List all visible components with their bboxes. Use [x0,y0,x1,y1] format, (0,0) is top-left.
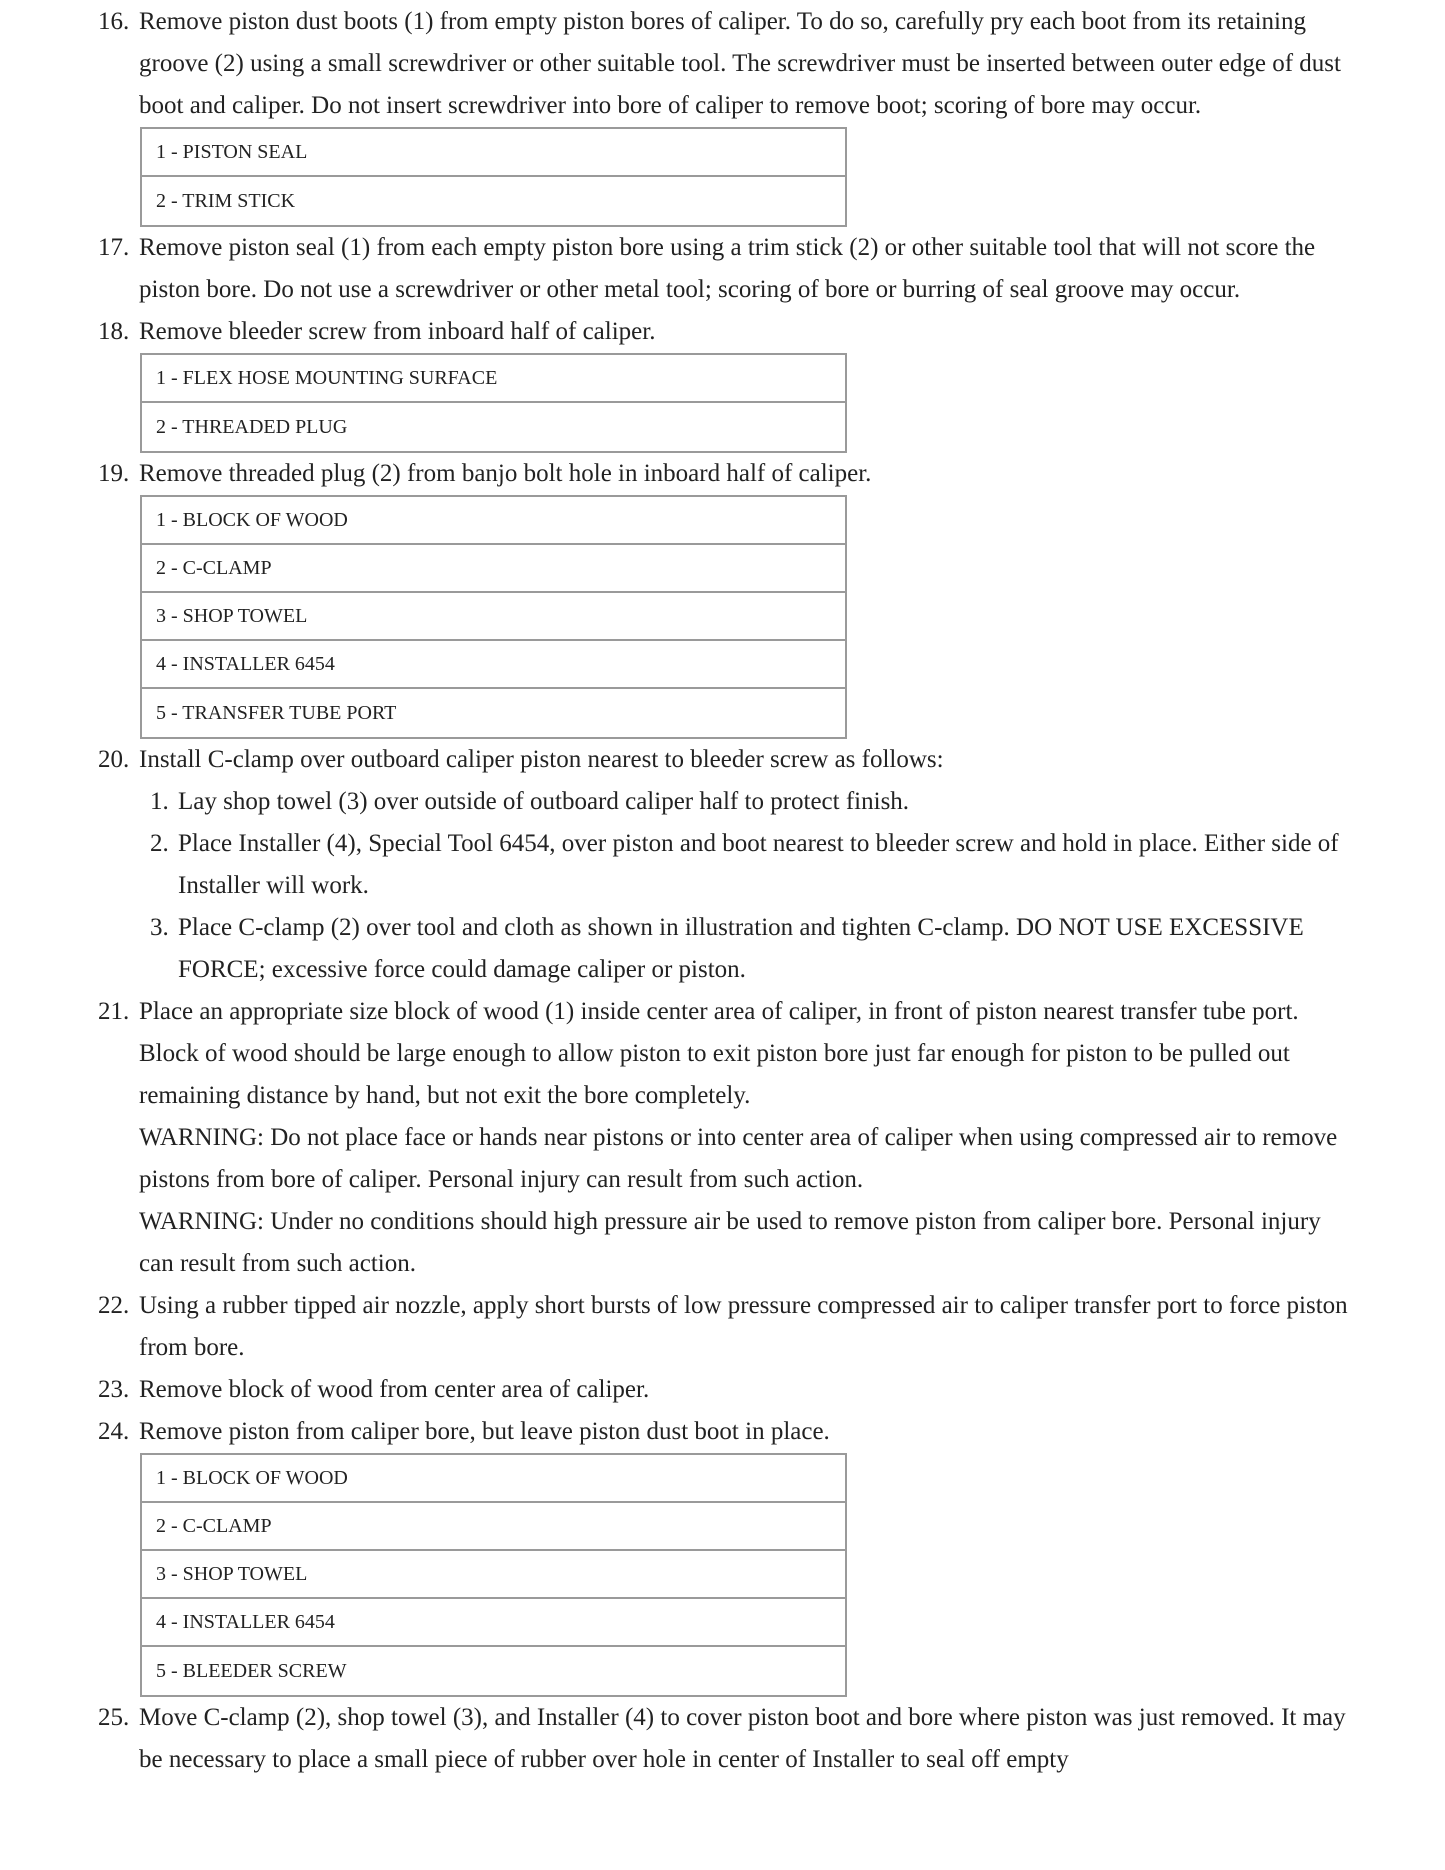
step-text: Using a rubber tipped air nozzle, apply short bursts of low pressure compressed air to caliper transfer port to force piston from bore. [139,1292,1348,1361]
step-text: Install C-clamp over outboard caliper piston nearest to bleeder screw as follows: [139,746,944,773]
legend-row: 4 - INSTALLER 6454 [142,641,845,689]
substep-text: Place C-clamp (2) over tool and cloth as shown in illustration and tighten C-clamp. DO NOT USE EXCESSIVE FORCE; excessive force could damage caliper or piston. [178,914,1304,983]
step-20 [0,739,1445,781]
legend-row: 3 - SHOP TOWEL [142,1551,845,1599]
step-24 [0,1411,1445,1453]
step-number: 24. [98,1418,130,1445]
substep-20-3 [0,907,1445,991]
legend-table-4 [140,1453,847,1697]
legend-row: 1 - BLOCK OF WOOD [142,497,845,545]
legend-row: 4 - INSTALLER 6454 [142,1599,845,1647]
substep-text: Place Installer (4), Special Tool 6454, over piston and boot nearest to bleeder screw and hold in place. Either side of Installer will work. [178,830,1339,899]
step-18 [0,311,1445,353]
step-23 [0,1369,1445,1411]
step-25 [0,1697,1445,1781]
legend-table-2 [140,353,847,453]
step-text: Remove piston from caliper bore, but leave piston dust boot in place. [139,1418,830,1445]
legend-row: 5 - TRANSFER TUBE PORT [156,702,397,724]
step-21 [0,991,1445,1117]
legend-row: 1 - FLEX HOSE MOUNTING SURFACE [142,355,845,403]
warning-note-2: WARNING: Under no conditions should high pressure air be used to remove piston from caliper bore. Personal injury can result from such action. [139,1208,1321,1277]
step-number: 23. [98,1376,130,1403]
step-number: 16. [98,8,130,35]
legend-row: 5 - BLEEDER SCREW [156,1660,347,1682]
warning-note-1: WARNING: Do not place face or hands near pistons or into center area of caliper when using compressed air to remove pistons from bore of caliper. Personal injury can result from such action. [139,1124,1338,1193]
step-text: Remove threaded plug (2) from banjo bolt hole in inboard half of caliper. [139,460,872,487]
step-text: Remove block of wood from center area of caliper. [139,1376,650,1403]
step-text: Move C-clamp (2), shop towel (3), and Installer (4) to cover piston boot and bore where piston was just removed. It may be necessary to place a small piece of rubber over hole in center of Installer to seal off empty [139,1704,1346,1773]
legend-row: 2 - C-CLAMP [142,1503,845,1551]
step-19 [0,453,1445,495]
step-number: 19. [98,460,130,487]
legend-row: 2 - THREADED PLUG [156,416,348,438]
step-16 [0,1,1445,127]
substep-number: 2. [150,830,169,857]
legend-table-3 [140,495,847,739]
legend-row: 1 - PISTON SEAL [142,129,845,177]
step-text: Remove piston dust boots (1) from empty piston bores of caliper. To do so, carefully pry each boot from its retaining groove (2) using a small screwdriver or other suitable tool. The screwdriver must be inserted between outer edge of dust boot and caliper. Do not insert screwdriver into bore of caliper to remove boot; scoring of bore may occur. [139,8,1341,119]
step-number: 25. [98,1704,130,1731]
legend-table-1 [140,127,847,227]
step-17 [0,227,1445,311]
step-number: 22. [98,1292,130,1319]
step-number: 21. [98,998,130,1025]
step-text: Place an appropriate size block of wood (1) inside center area of caliper, in front of piston nearest transfer tube port. Block of wood should be large enough to allow piston to exit piston bore just far enough for piston to be pulled out remaining distance by hand, but not exit the bore completely. [139,998,1299,1109]
legend-row: 3 - SHOP TOWEL [142,593,845,641]
substep-20-2 [0,823,1445,907]
legend-row: 2 - C-CLAMP [142,545,845,593]
step-22 [0,1285,1445,1369]
substep-number: 1. [150,788,169,815]
step-number: 20. [98,746,130,773]
step-text: Remove bleeder screw from inboard half of caliper. [139,318,656,345]
step-number: 17. [98,234,130,261]
legend-row: 1 - BLOCK OF WOOD [142,1455,845,1503]
substep-number: 3. [150,914,169,941]
substep-text: Lay shop towel (3) over outside of outboard caliper half to protect finish. [178,788,910,815]
step-number: 18. [98,318,130,345]
legend-row: 2 - TRIM STICK [156,190,296,212]
step-text: Remove piston seal (1) from each empty piston bore using a trim stick (2) or other suitable tool that will not score the piston bore. Do not use a screwdriver or other metal tool; scoring of bore or burring of seal groove may occur. [139,234,1316,303]
substep-20-1 [0,781,1445,823]
